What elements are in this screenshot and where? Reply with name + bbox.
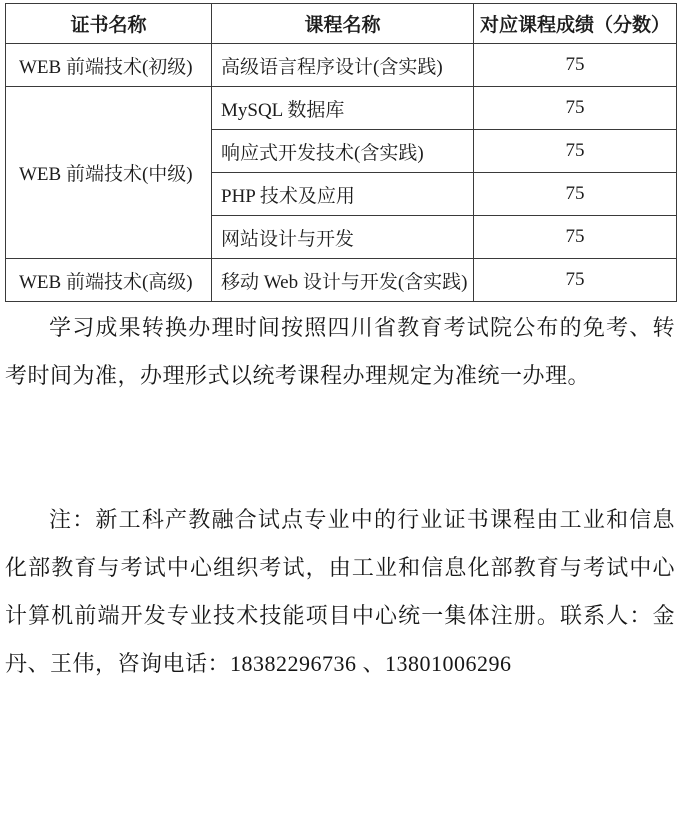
course-score-table: [5, 3, 677, 302]
transfer-time-paragraph: [5, 304, 675, 400]
course-cell: PHP 技术及应用: [212, 173, 474, 216]
course-cell: 响应式开发技术(含实践): [212, 130, 474, 173]
course-cell: 高级语言程序设计(含实践): [212, 44, 474, 87]
paragraph-line: 学习成果转换办理时间按照四川省教育考试院公布的免考、转: [49, 315, 675, 340]
paragraph-line: 注：新工科产教融合试点专业中的行业证书课程由工业和信息: [49, 507, 675, 532]
paragraph-line: 化部教育与考试中心组织考试，由工业和信息化部教育与考试中心: [5, 555, 675, 580]
table-header-row: [6, 4, 677, 44]
column-header-certificate-name: 证书名称: [6, 4, 212, 44]
score-cell: 75: [474, 216, 677, 259]
certificate-cell: WEB 前端技术(高级): [6, 259, 212, 302]
table-row: [6, 259, 677, 302]
table-row: [6, 44, 677, 87]
certificate-cell: WEB 前端技术(中级): [6, 87, 212, 259]
column-header-course-name: 课程名称: [212, 4, 474, 44]
course-cell: 移动 Web 设计与开发(含实践): [212, 259, 474, 302]
column-header-course-score: 对应课程成绩（分数）: [474, 4, 677, 44]
score-cell: 75: [474, 259, 677, 302]
course-cell: MySQL 数据库: [212, 87, 474, 130]
table-row: [6, 87, 677, 130]
score-cell: 75: [474, 44, 677, 87]
certificate-cell: WEB 前端技术(初级): [6, 44, 212, 87]
score-cell: 75: [474, 87, 677, 130]
score-cell: 75: [474, 130, 677, 173]
paragraph-line: 计算机前端开发专业技术技能项目中心统一集体注册。联系人：金: [5, 603, 675, 628]
paragraph-line: 考时间为准，办理形式以统考课程办理规定为准统一办理。: [5, 363, 591, 388]
paragraph-line: 丹、王伟，咨询电话：18382296736 、13801006296: [5, 651, 512, 676]
note-paragraph: [5, 496, 675, 688]
document-page: [0, 3, 680, 818]
course-cell: 网站设计与开发: [212, 216, 474, 259]
score-cell: 75: [474, 173, 677, 216]
